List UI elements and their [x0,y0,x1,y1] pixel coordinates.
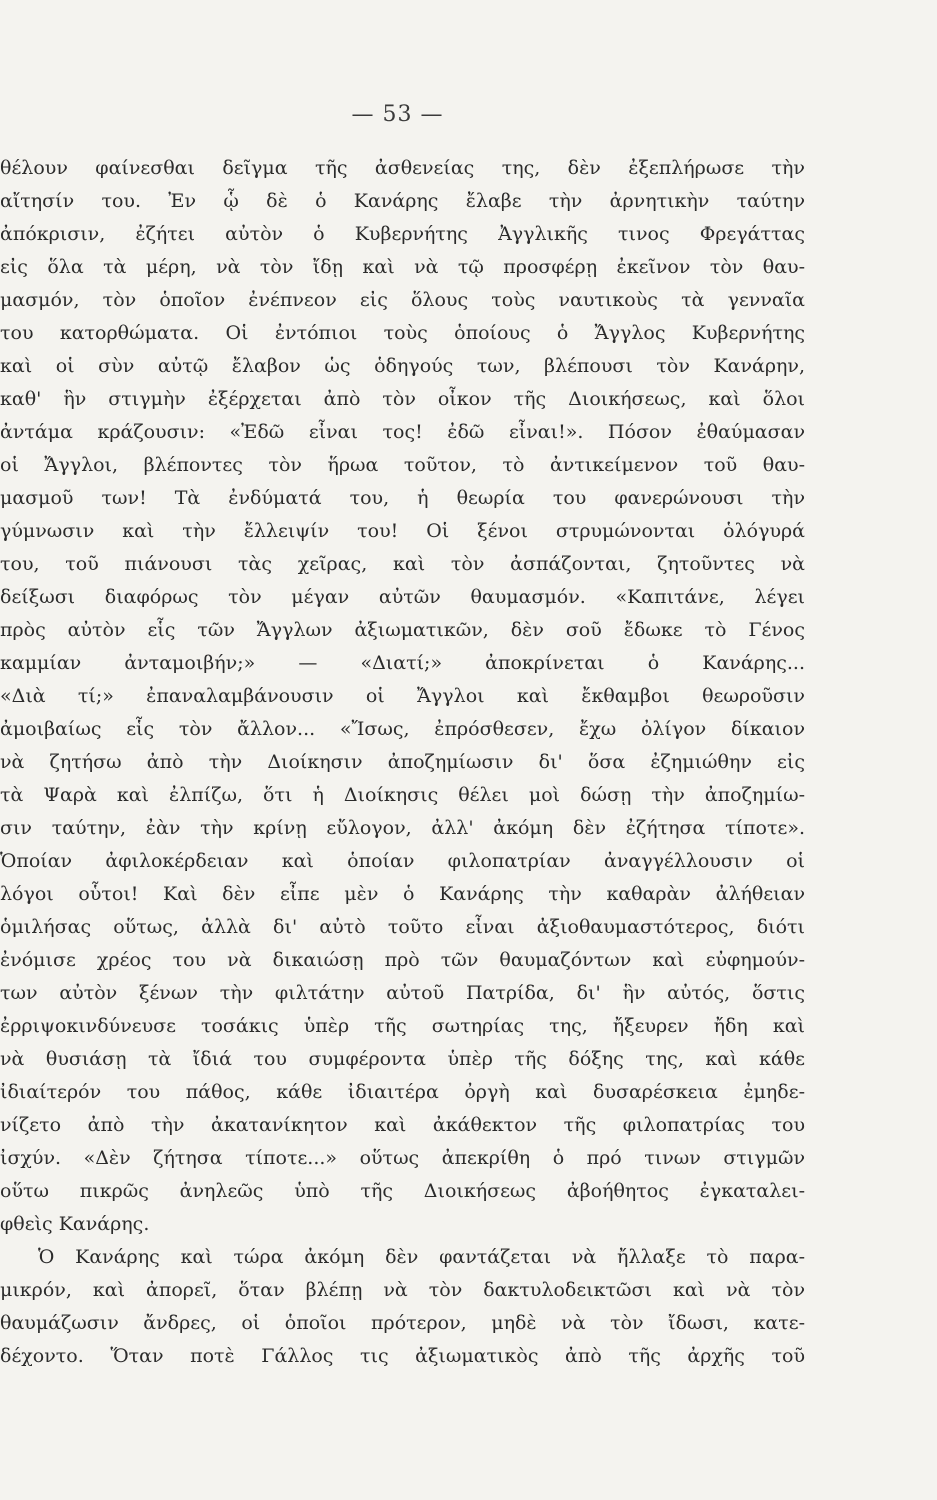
text-line: του κατορθώματα. Οἱ ἐντόπιοι τοὺς ὁποίους ὁ Ἄγγλος Κυβερνήτης [0,322,805,344]
text-line: ἰδιαίτερόν του πάθος, κάθε ἰδιαιτέρα ὀργὴ καὶ δυσαρέσκεια ἐμηδε- [0,1081,805,1103]
text-line: δέχοντο. Ὅταν ποτὲ Γάλλος τις ἀξιωματικὸς ἀπὸ τῆς ἀρχῆς τοῦ [0,1345,805,1367]
text-line: Ὁ Κανάρης καὶ τώρα ἀκόμη δὲν φαντάζεται νὰ ἤλλαξε τὸ παρα- [38,1246,805,1268]
text-line: οἱ Ἄγγλοι, βλέποντες τὸν ἥρωα τοῦτον, τὸ ἀντικείμενον τοῦ θαυ- [0,454,805,476]
text-line: φθεὶς Κανάρης. [0,1213,150,1235]
text-line: λόγοι οὗτοι! Καὶ δὲν εἶπε μὲν ὁ Κανάρης τὴν καθαρὰν ἀλήθειαν [0,883,805,905]
text-line: των αὐτὸν ξένων τὴν φιλτάτην αὐτοῦ Πατρίδα, δι' ἣν αὐτός, ὅστις [0,982,805,1004]
text-line: πρὸς αὐτὸν εἷς τῶν Ἄγγλων ἀξιωματικῶν, δὲν σοῦ ἔδωκε τὸ Γένος [0,619,805,641]
text-line: τὰ Ψαρὰ καὶ ἐλπίζω, ὅτι ἡ Διοίκησις θέλει μοὶ δώσῃ τὴν ἀποζημίω- [0,784,805,806]
text-line: ἐνόμισε χρέος του νὰ δικαιώσῃ πρὸ τῶν θαυμαζόντων καὶ εὐφημούν- [0,949,805,971]
text-line: καμμίαν ἀνταμοιβήν;» — «Διατί;» ἀποκρίνεται ὁ Κανάρης... [0,652,805,674]
text-line: του, τοῦ πιάνουσι τὰς χεῖρας, καὶ τὸν ἀσπάζονται, ζητοῦντες νὰ [0,553,805,575]
text-line: καὶ οἱ σὺν αὐτῷ ἔλαβον ὡς ὁδηγούς των, βλέπουσι τὸν Κανάρην, [0,355,805,377]
text-line: καθ' ἣν στιγμὴν ἐξέρχεται ἀπὸ τὸν οἶκον τῆς Διοικήσεως, καὶ ὅλοι [0,388,805,410]
text-line: θέλουν φαίνεσθαι δεῖγμα τῆς ἀσθενείας της, δὲν ἐξεπλήρωσε τὴν [0,157,805,179]
text-line: εἰς ὅλα τὰ μέρη, νὰ τὸν ἴδῃ καὶ νὰ τῷ προσφέρῃ ἐκεῖνον τὸν θαυ- [0,256,805,278]
text-line: αἴτησίν του. Ἐν ᾧ δὲ ὁ Κανάρης ἔλαβε τὴν ἀρνητικὴν ταύτην [0,190,805,212]
text-line: Ὁποίαν ἀφιλοκέρδειαν καὶ ὁποίαν φιλοπατρίαν ἀναγγέλλουσιν οἱ [0,850,805,872]
text-line: ἀντάμα κράζουσιν: «Ἐδῶ εἶναι τος! ἐδῶ εἶναι!». Πόσον ἐθαύμασαν [0,421,805,443]
text-line: «Διὰ τί;» ἐπαναλαμβάνουσιν οἱ Ἄγγλοι καὶ ἔκθαμβοι θεωροῦσιν [0,685,805,707]
text-line: μασμοῦ των! Τὰ ἐνδύματά του, ἡ θεωρία του φανερώνουσι τὴν [0,487,805,509]
text-line: θαυμάζωσιν ἄνδρες, οἱ ὁποῖοι πρότερον, μηδὲ νὰ τὸν ἴδωσι, κατε- [0,1312,805,1334]
text-line: σιν ταύτην, ἐὰν τὴν κρίνῃ εὔλογον, ἀλλ' ἀκόμη δὲν ἐζήτησα τίποτε». [0,817,805,839]
text-line: μικρόν, καὶ ἀπορεῖ, ὅταν βλέπῃ νὰ τὸν δακτυλοδεικτῶσι καὶ νὰ τὸν [0,1279,805,1301]
text-line: οὕτω πικρῶς ἀνηλεῶς ὑπὸ τῆς Διοικήσεως ἀβοήθητος ἐγκαταλει- [0,1180,805,1202]
text-line: δείξωσι διαφόρως τὸν μέγαν αὐτῶν θαυμασμόν. «Καπιτάνε, λέγει [0,586,805,608]
text-line: ἀπόκρισιν, ἐζήτει αὐτὸν ὁ Κυβερνήτης Ἀγγλικῆς τινος Φρεγάττας [0,223,805,245]
text-line: νίζετο ἀπὸ τὴν ἀκατανίκητον καὶ ἀκάθεκτον τῆς φιλοπατρίας του [0,1114,805,1136]
text-line: γύμνωσιν καὶ τὴν ἔλλειψίν του! Οἱ ξένοι στρυμώνονται ὁλόγυρά [0,520,805,542]
text-line: ἐρριψοκινδύνευσε τοσάκις ὑπὲρ τῆς σωτηρίας της, ἤξευρεν ἤδη καὶ [0,1015,805,1037]
text-line: ὁμιλήσας οὕτως, ἀλλὰ δι' αὐτὸ τοῦτο εἶναι ἀξιοθαυμαστότερος, διότι [0,916,805,938]
page-number: — 53 — [351,102,444,127]
text-line: μασμόν, τὸν ὁποῖον ἐνέπνεον εἰς ὅλους τοὺς ναυτικοὺς τὰ γενναῖα [0,289,805,311]
text-line: νὰ θυσιάσῃ τὰ ἴδιά του συμφέροντα ὑπὲρ τῆς δόξης της, καὶ κάθε [0,1048,805,1070]
text-line: νὰ ζητήσω ἀπὸ τὴν Διοίκησιν ἀποζημίωσιν δι' ὅσα ἐζημιώθην εἰς [0,751,805,773]
text-line: ἰσχύν. «Δὲν ζήτησα τίποτε...» οὕτως ἀπεκρίθη ὁ πρό τινων στιγμῶν [0,1147,805,1169]
text-line: ἀμοιβαίως εἷς τὸν ἄλλον... «Ἴσως, ἐπρόσθεσεν, ἔχω ὀλίγον δίκαιον [0,718,805,740]
